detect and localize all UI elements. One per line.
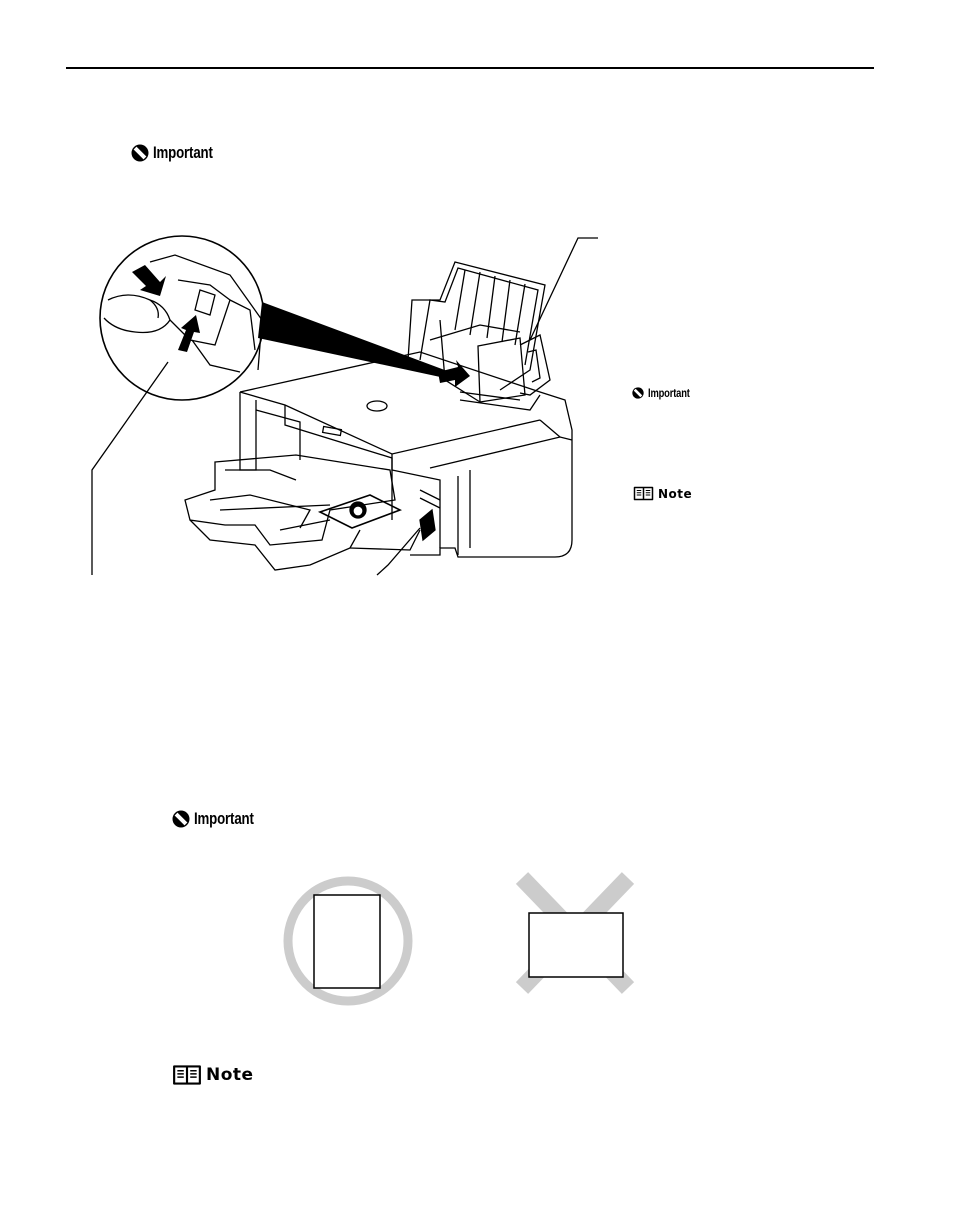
important-icon [172,810,190,828]
important-label: Important [153,143,213,162]
important-callout-side [632,386,702,400]
portrait-sheet [314,895,380,988]
note-callout-side [633,486,692,501]
note-icon [633,486,654,501]
landscape-sheet [529,913,623,977]
important-callout-bottom [172,809,271,829]
important-icon [131,144,149,162]
note-icon [172,1064,202,1086]
important-label: Important [194,809,254,828]
header-rule [66,67,874,69]
important-label: Important [648,386,690,400]
printer-illustration [80,228,620,578]
important-callout-top [131,143,230,163]
note-label: Note [658,486,693,501]
important-icon [632,387,644,399]
note-callout-bottom [172,1064,254,1086]
correct-orientation-figure [280,874,416,1010]
incorrect-orientation-figure [510,870,640,1000]
note-label: Note [206,1065,254,1085]
